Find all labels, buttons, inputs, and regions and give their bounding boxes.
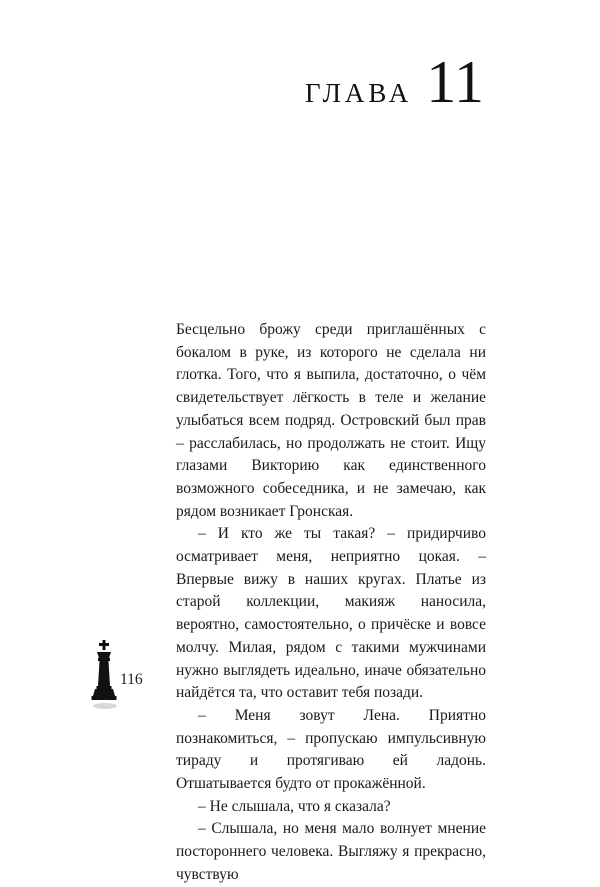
paragraph: Бесцельно брожу среди приглашённых с бокалом в руке, из которого не сделала ни глотка. Того, что я выпила, достаточно, о чём свидетельствует лёгкость в теле и желание улыбаться всем подряд. Островский был прав – расслабилась, но продолжать не стоит. Ищу глазами Викторию как единственного возможного собеседника, и не замечаю, как рядом возникает Гронская. bbox=[176, 321, 486, 520]
paragraph: – И кто же ты такая? – придирчиво осматривает меня, неприятно цокая. – Впервые вижу в наших кругах. Платье из старой коллекции, макияж наносила, вероятно, самостоятельно, о причёске и вовсе молчу. Милая, рядом с такими мужчинами нужно выглядеть идеально, иначе обязательно найдётся та, что оставит тебя позади. bbox=[176, 525, 486, 702]
body-text bbox=[176, 319, 486, 887]
chess-king-icon bbox=[90, 640, 118, 710]
paragraph: – Меня зовут Лена. Приятно познакомиться, – пропускаю импульсивную тираду и протягиваю ей ладонь. Отшатывается будто от прокажённой. bbox=[176, 706, 486, 793]
chapter-heading bbox=[305, 49, 484, 115]
paragraph: – Не слышала, что я сказала? bbox=[198, 797, 391, 815]
folio bbox=[80, 638, 160, 718]
page-number: 116 bbox=[120, 671, 143, 688]
chapter-number: 11 bbox=[426, 49, 484, 115]
chapter-word: ГЛАВА bbox=[305, 78, 413, 108]
paragraph: – Слышала, но меня мало волнует мнение постороннего человека. Выгляжу я прекрасно, чувствую bbox=[176, 820, 486, 883]
